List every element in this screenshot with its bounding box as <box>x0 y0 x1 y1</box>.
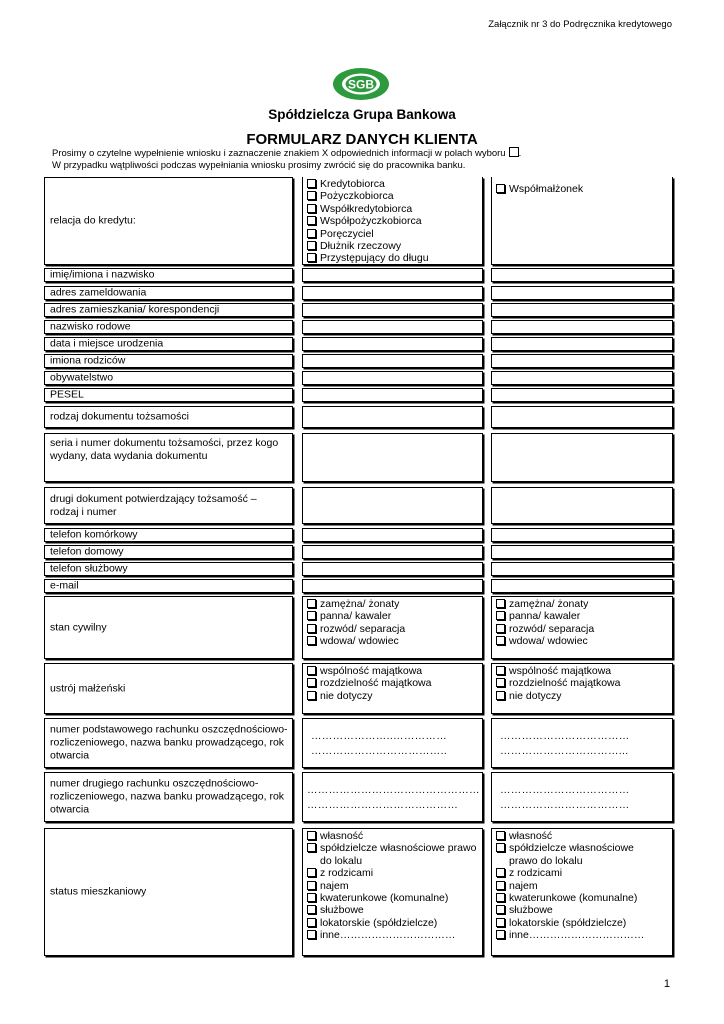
checkbox-wspolpozyczkobiorca[interactable]: Współpożyczkobiorca <box>307 215 480 227</box>
field-label: ustrój małżeński <box>50 682 126 694</box>
relation-spouse-cell <box>491 177 673 265</box>
input-cell[interactable] <box>491 371 673 385</box>
field-label: telefon komórkowy <box>50 528 138 541</box>
checkbox-married[interactable]: zamężna/ żonaty <box>307 598 480 610</box>
checkbox-przystepujacy[interactable]: Przystępujący do długu <box>307 252 480 264</box>
input-cell[interactable] <box>302 406 483 428</box>
checkbox-rental[interactable]: najem <box>496 880 670 892</box>
brand-name: Spółdzielcza Grupa Bankowa <box>268 107 456 122</box>
row-parents <box>44 354 673 368</box>
input-cell[interactable] <box>302 545 483 559</box>
row-registered-address <box>44 286 673 300</box>
option-continuation: prawo do lokalu <box>509 854 583 867</box>
field-label: status mieszkaniowy <box>50 885 147 898</box>
input-cell[interactable] <box>491 337 673 351</box>
input-cell[interactable] <box>491 528 673 542</box>
relation-label-cell <box>44 177 293 265</box>
checkbox-rental[interactable]: najem <box>307 880 480 892</box>
checkbox-kredytobiorca[interactable]: Kredytobiorca <box>307 178 480 190</box>
row-account-2 <box>44 772 673 822</box>
input-cell[interactable] <box>302 268 483 282</box>
checkbox-dluznik-rzeczowy[interactable]: Dłużnik rzeczowy <box>307 240 480 252</box>
row-correspondence-address <box>44 303 673 317</box>
sgb-logo <box>330 64 392 109</box>
checkbox-with-parents[interactable]: z rodzicami <box>496 867 670 879</box>
field-label: telefon domowy <box>50 545 124 558</box>
row-mobile <box>44 528 673 542</box>
row-second-id <box>44 487 673 524</box>
row-relation <box>44 177 673 265</box>
checkbox-joint-property[interactable]: wspólność majątkowa <box>496 665 670 677</box>
checkbox-joint-property[interactable]: wspólność majątkowa <box>307 665 480 677</box>
row-work-phone <box>44 562 673 576</box>
dotted-line: ……………………………… ……………………………… <box>500 784 630 811</box>
field-label: numer drugiego rachunku oszczędnościowo-rozliczeniowego, nazwa banku prowadzącego, rok otwarcia <box>50 777 285 816</box>
input-cell[interactable] <box>302 286 483 300</box>
input-cell[interactable] <box>302 718 483 768</box>
input-cell[interactable] <box>491 406 673 428</box>
input-cell[interactable] <box>491 562 673 576</box>
row-property-regime <box>44 663 673 714</box>
row-birth <box>44 337 673 351</box>
input-cell[interactable] <box>491 268 673 282</box>
checkbox-single[interactable]: panna/ kawaler <box>307 610 480 622</box>
checkbox-wspolkredytobiorca[interactable]: Współkredytobiorca <box>307 203 480 215</box>
checkbox-municipal[interactable]: kwaterunkowe (komunalne) <box>496 892 670 904</box>
instructions-line-1: Prosimy o czytelne wypełnienie wniosku i zaznaczenie znakiem X odpowiednich informacji w polach wyboru <box>52 148 506 159</box>
input-cell[interactable] <box>302 388 483 402</box>
input-cell[interactable] <box>491 487 673 524</box>
input-cell[interactable] <box>491 433 673 482</box>
instructions-line-1-end: . <box>518 148 522 159</box>
checkbox-widowed[interactable]: wdowa/ wdowiec <box>496 635 670 647</box>
input-cell[interactable] <box>491 388 673 402</box>
field-label: numer podstawowego rachunku oszczędnościowo-rozliczeniowego, nazwa banku prowadzącego, rok otwarcia <box>50 723 288 762</box>
row-id-type <box>44 406 673 428</box>
field-label: adres zamieszkania/ korespondencji <box>50 303 220 316</box>
field-label: stan cywilny <box>50 621 107 633</box>
input-cell[interactable] <box>302 528 483 542</box>
checkbox-poreczyciel[interactable]: Poręczyciel <box>307 228 480 240</box>
row-housing <box>44 828 673 956</box>
checkbox-cooperative-ownership[interactable]: spółdzielcze własnościowe prawo <box>307 842 480 854</box>
input-cell[interactable] <box>302 433 483 482</box>
field-label: imię/imiona i nazwisko <box>50 268 155 281</box>
relation-label: relacja do kredytu: <box>50 214 136 227</box>
checkbox-ownership[interactable]: własność <box>496 830 670 842</box>
checkbox-service[interactable]: służbowe <box>307 904 480 916</box>
field-label: adres zameldowania <box>50 286 147 299</box>
input-cell[interactable] <box>491 303 673 317</box>
input-cell[interactable] <box>302 487 483 524</box>
field-label: drugi dokument potwierdzający tożsamość – rodzaj i numer <box>50 492 257 518</box>
dotted-line: ……………………………… ……………………………... <box>500 730 630 757</box>
row-maiden-name <box>44 320 673 334</box>
checkbox-cooperative-ownership[interactable]: spółdzielcze własnościowe <box>496 842 670 854</box>
checkbox-service[interactable]: służbowe <box>496 904 670 916</box>
checkbox-municipal[interactable]: kwaterunkowe (komunalne) <box>307 892 480 904</box>
checkbox-not-applicable[interactable]: nie dotyczy <box>496 690 670 702</box>
field-label: seria i numer dokumentu tożsamości, przez kogo wydany, data wydania dokumentu <box>50 437 279 462</box>
input-cell[interactable] <box>302 320 483 334</box>
row-marital-status <box>44 596 673 659</box>
field-label: data i miejsce urodzenia <box>50 337 164 350</box>
checkbox-other[interactable]: inne…………………………… <box>307 929 480 941</box>
input-cell[interactable] <box>302 303 483 317</box>
checkbox-separate-property[interactable]: rozdzielność majątkowa <box>307 677 480 689</box>
input-cell[interactable] <box>302 371 483 385</box>
input-cell[interactable] <box>491 579 673 593</box>
input-cell[interactable] <box>302 772 483 822</box>
checkbox-other[interactable]: inne…………………………… <box>496 929 670 941</box>
input-cell[interactable] <box>491 545 673 559</box>
checkbox-with-parents[interactable]: z rodzicami <box>307 867 480 879</box>
field-label: obywatelstwo <box>50 371 114 384</box>
input-cell[interactable] <box>491 320 673 334</box>
option-continuation: do lokalu <box>320 854 363 867</box>
input-cell[interactable] <box>491 718 673 768</box>
checkbox-single[interactable]: panna/ kawaler <box>496 610 670 622</box>
dotted-line: ………………………………………… …………………………………… <box>307 784 480 811</box>
field-label: e-mail <box>50 579 79 592</box>
checkbox-widowed[interactable]: wdowa/ wdowiec <box>307 635 480 647</box>
relation-options-cell <box>302 177 483 265</box>
field-label: imiona rodziców <box>50 354 126 367</box>
page-number: 1 <box>663 978 670 990</box>
input-cell[interactable] <box>491 354 673 368</box>
page-title: FORMULARZ DANYCH KLIENTA <box>246 131 478 148</box>
field-label: rodzaj dokumentu tożsamości <box>50 410 189 423</box>
field-label: nazwisko rodowe <box>50 320 131 333</box>
instructions-line-2: W przypadku wątpliwości podczas wypełniania wniosku prosimy zwrócić się do pracownika banku. <box>52 160 466 171</box>
field-label: telefon służbowy <box>50 562 128 575</box>
checkbox-tenant-cooperative[interactable]: lokatorskie (spółdzielcze) <box>496 917 670 929</box>
row-citizenship <box>44 371 673 385</box>
checkbox-ownership[interactable]: własność <box>307 830 480 842</box>
checkbox-icon <box>509 147 519 157</box>
dotted-line: …………………..…………… ……………………………….. <box>311 730 448 757</box>
instructions <box>52 147 521 172</box>
checkbox-tenant-cooperative[interactable]: lokatorskie (spółdzielcze) <box>307 917 480 929</box>
svg-text:SGB: SGB <box>347 77 375 92</box>
attachment-note: Załącznik nr 3 do Podręcznika kredytowego <box>488 19 672 30</box>
input-cell[interactable] <box>302 562 483 576</box>
input-cell[interactable] <box>302 579 483 593</box>
row-id-details <box>44 433 673 482</box>
input-cell[interactable] <box>491 772 673 822</box>
checkbox-divorced[interactable]: rozwód/ separacja <box>496 623 670 635</box>
row-account-1 <box>44 718 673 768</box>
row-name <box>44 268 673 282</box>
row-email <box>44 579 673 593</box>
checkbox-divorced[interactable]: rozwód/ separacja <box>307 623 480 635</box>
input-cell[interactable] <box>491 286 673 300</box>
checkbox-separate-property[interactable]: rozdzielność majątkowa <box>496 677 670 689</box>
checkbox-married[interactable]: zamężna/ żonaty <box>496 598 670 610</box>
checkbox-wspolmalzonek[interactable]: Współmałżonek <box>496 183 670 195</box>
field-label: PESEL <box>50 388 84 401</box>
input-cell[interactable] <box>302 354 483 368</box>
input-cell[interactable] <box>302 337 483 351</box>
checkbox-not-applicable[interactable]: nie dotyczy <box>307 690 480 702</box>
row-home-phone <box>44 545 673 559</box>
checkbox-pozyczkobiorca[interactable]: Pożyczkobiorca <box>307 190 480 202</box>
row-pesel <box>44 388 673 402</box>
